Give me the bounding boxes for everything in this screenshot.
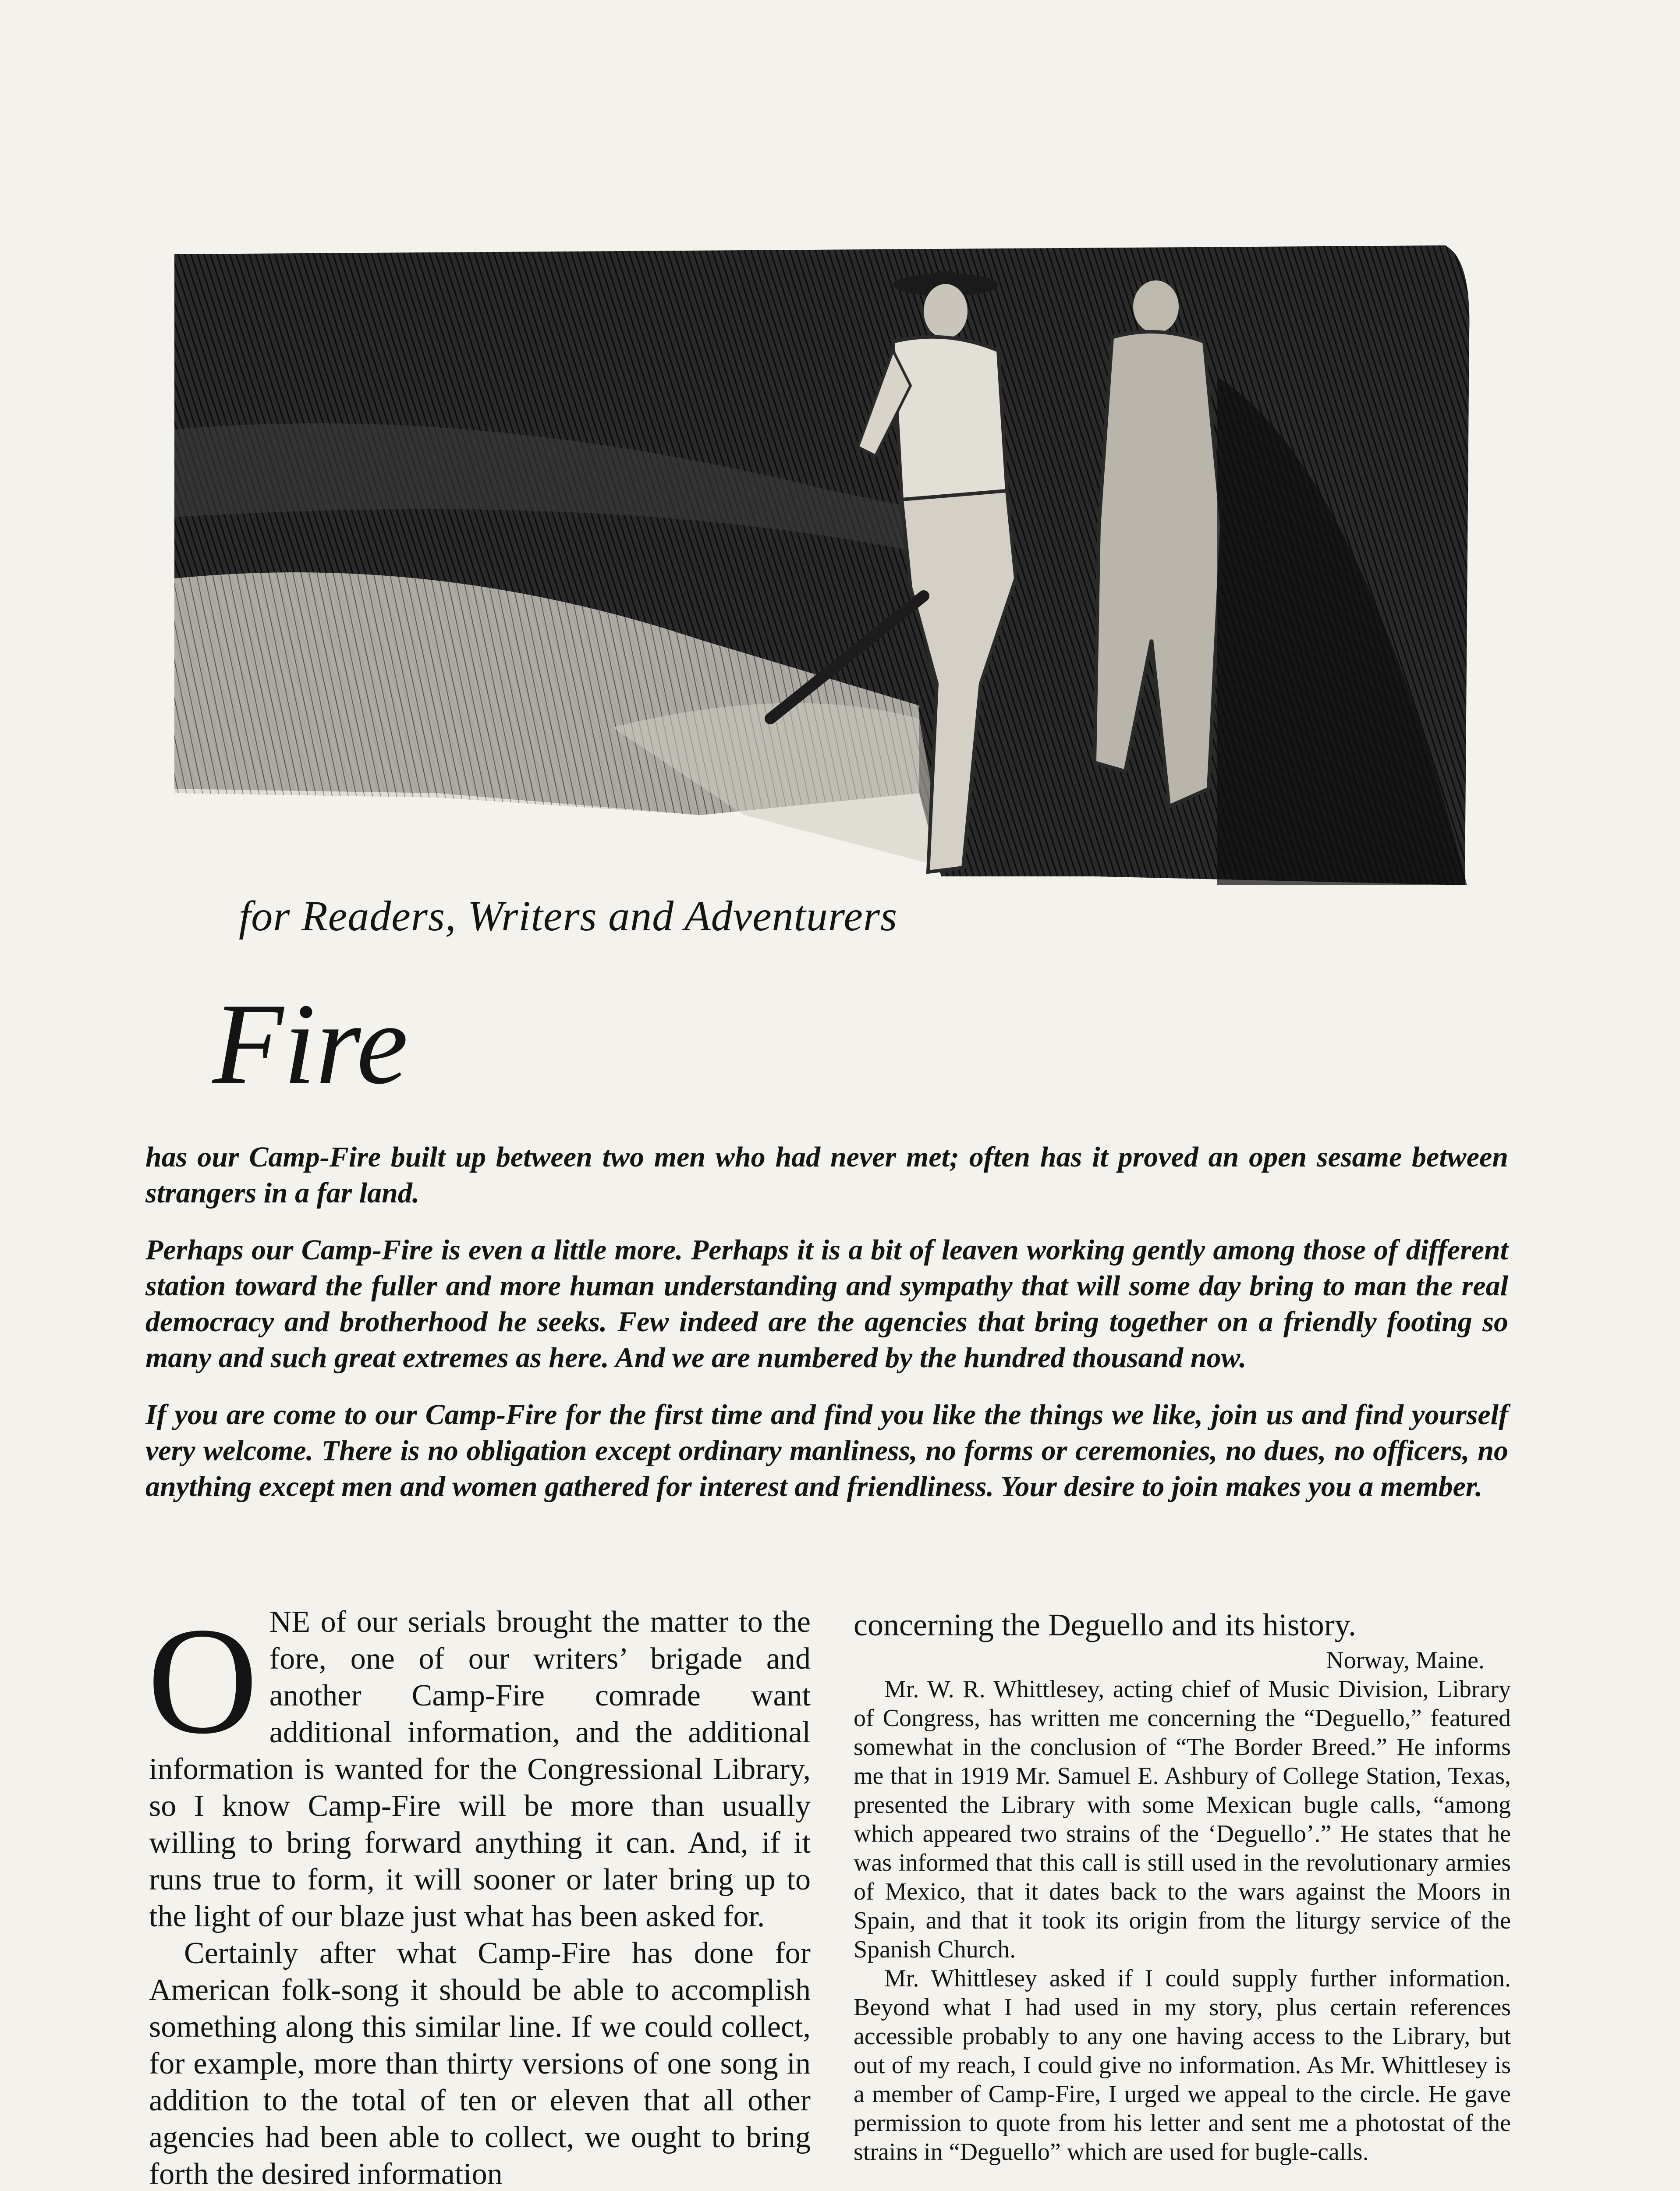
right-paragraph-2: Mr. Whittlesey asked if I could supply further information. Beyond what I had used in my story, plus certain references accessible probably to any one having access to the Library, but out of my reach, I could give no information. As Mr. Whittlesey is a member of Camp-Fire, I urged we appeal to the circle. He gave permission to quote from his letter and sent me a photostat of the strains in “Deguello” which are used for bugle-calls. <box>854 1965 1511 2166</box>
left-paragraph-1: NE of our serials brought the matter to the fore, one of our writers’ brigade and another Camp-Fire comrade want additional information, and the additional information is wanted for the Congressional Library, so I know Camp-Fire will be more than usually willing to bring forward anything it can. And, if it runs true to form, it will sooner or later bring up to the light of our blaze just what has been asked for. <box>149 1605 811 1933</box>
dateline: Norway, Maine. <box>1326 1647 1485 1674</box>
right-paragraph-1: Mr. W. R. Whittlesey, acting chief of Music Division, Library of Congress, has written me concerning the “Deguello,” featured somewhat in the conclusion of “The Border Breed.” He informs me that in 1919 Mr. Samuel E. Ashbury of College Station, Texas, presented the Library with some Mexican bugle calls, “among which appeared two strains of the ‘Deguello’.” He states that he was informed that this call is still used in the revolutionary armies of Mexico, that it dates back to the wars against the Moors in Spain, and that it took its origin from the liturgy service of the Spanish Church. <box>854 1676 1511 1963</box>
right-column <box>854 1604 1511 2166</box>
left-column <box>147 1595 811 2191</box>
subtitle: for Readers, Writers and Adventurers <box>239 893 898 940</box>
intro-paragraph: Perhaps our Camp-Fire is even a little more. Perhaps it is a bit of leaven working gently among those of different station toward the fuller and more human understanding and sympathy that will some day bring to man the real democracy and brotherhood he seeks. Few indeed are the agencies that bring together on a friendly footing so many and such great extremes as here. And we are numbered by the hundred thousand now. <box>145 1234 1508 1374</box>
intro-paragraph: has our Camp-Fire built up between two men who had never met; often has it proved an open sesame between strangers in a far land. <box>145 1141 1508 1209</box>
page-title: Fire <box>213 980 408 1108</box>
drop-cap: O <box>147 1595 258 1766</box>
intro-block <box>145 1139 1508 1526</box>
intro-paragraph: If you are come to our Camp-Fire for the first time and find you like the things we like, join us and find yourself very welcome. There is no obligation except ordinary manliness, no forms or ceremonies, no dues, no officers, no anything except men and women gathered for interest and friendliness. Your desire to join makes you a member. <box>145 1399 1508 1503</box>
right-lead-line: concerning the Deguello and its history. <box>854 1607 1357 1642</box>
left-paragraph-2: Certainly after what Camp-Fire has done for American folk-song it should be able to accomplish something along this similar line. If we could collect, for example, more than thirty versions of one song in addition to the total of ten or eleven that all other agencies had been able to collect, we ought to bring forth the desired information <box>149 1936 811 2191</box>
two-men-landscape-illustration <box>174 245 1471 885</box>
